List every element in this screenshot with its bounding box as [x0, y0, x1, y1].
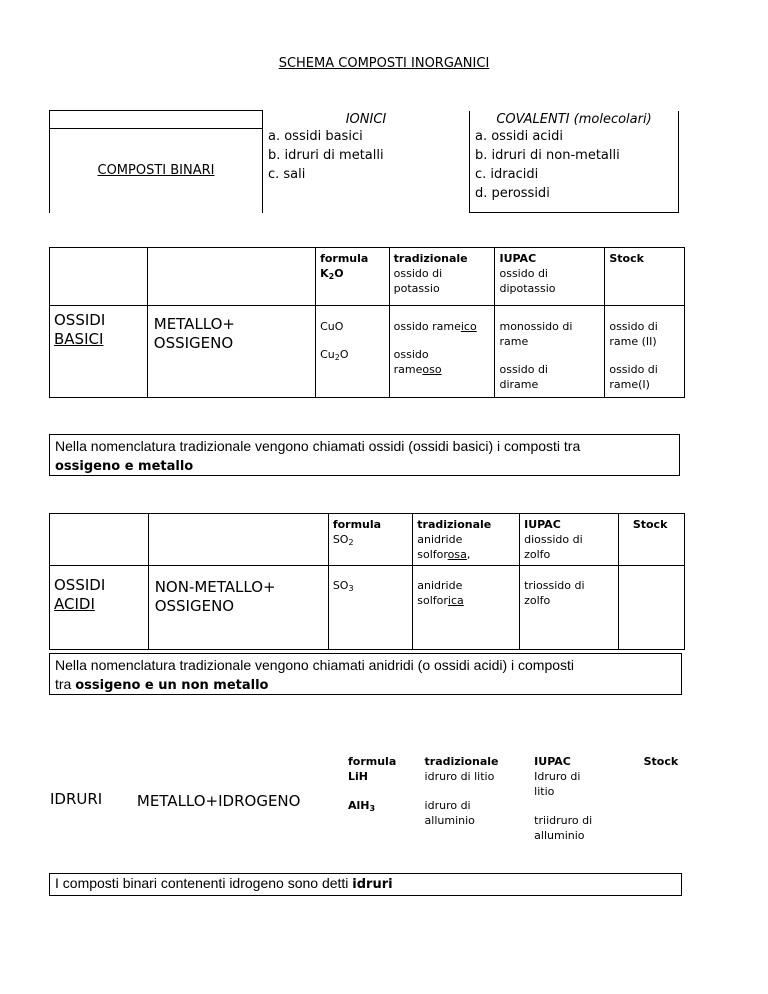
iupac-text: diossido di — [524, 533, 583, 546]
iupac-cell — [520, 566, 619, 650]
iupac-text: Idruro di — [534, 770, 581, 783]
composti-binari-table — [49, 110, 679, 213]
stock-text: rame (II) — [609, 335, 657, 348]
iupac-text: ossido di — [499, 363, 548, 376]
header-tradizionale: tradizionale — [393, 252, 468, 265]
desc-text: METALLO+IDROGENO — [136, 792, 301, 810]
iupac-text: alluminio — [534, 829, 585, 842]
ionici-item: a. ossidi basici — [268, 128, 363, 144]
stock-cell — [618, 514, 684, 566]
composti-binari-label-cell — [50, 129, 263, 213]
formula-sub: 2 — [328, 272, 335, 281]
formula-cell — [344, 751, 421, 859]
trad-suffix: ico — [460, 320, 477, 333]
stock-text: rame(I) — [609, 378, 650, 391]
ossidi-basici-desc-cell — [147, 306, 315, 398]
iupac-cell — [495, 248, 605, 306]
formula-sub: 2 — [348, 538, 354, 547]
ossidi-basici-label: BASICI — [54, 330, 104, 348]
ionici-item: b. idruri di metalli — [268, 147, 384, 163]
tradizionale-cell — [413, 566, 520, 650]
stock-text: ossido di — [609, 363, 658, 376]
trad-text: idruro di — [424, 799, 471, 812]
iupac-text: monossido di — [499, 320, 573, 333]
note-bold: ossigeno e un non metallo — [75, 678, 269, 693]
iupac-text: litio — [534, 785, 555, 798]
iupac-cell — [530, 751, 633, 859]
header-stock: Stock — [609, 252, 644, 265]
trad-text: potassio — [393, 282, 440, 295]
trad-text: ossido — [393, 348, 429, 361]
formula-text: K — [320, 267, 329, 280]
header-stock: Stock — [643, 755, 679, 768]
header-formula: formula — [320, 252, 369, 265]
trad-text: rame — [393, 363, 423, 376]
formula-cell — [328, 514, 412, 566]
desc-text: METALLO+ — [153, 315, 235, 333]
ossidi-basici-label-cell — [50, 306, 148, 398]
note-ossidi-basici — [49, 434, 680, 476]
ossidi-acidi-label-cell — [50, 566, 149, 650]
trad-text: ossido di — [393, 267, 443, 280]
idruri-label-cell — [44, 751, 131, 859]
note-text: I composti binari contenenti idrogeno sono detti — [55, 875, 349, 891]
header-iupac: IUPAC — [534, 755, 571, 768]
note-text: Nella nomenclatura tradizionale vengono chiamati anidridi (o ossidi acidi) i composti — [55, 657, 575, 673]
tradizionale-cell — [389, 306, 495, 398]
trad-text: solfor — [417, 548, 448, 561]
covalenti-header: COVALENTI (molecolari) — [496, 111, 652, 127]
formula-text: O — [334, 267, 344, 280]
trad-suffix: ica — [447, 594, 464, 607]
covalenti-item: d. perossidi — [475, 185, 550, 201]
header-formula: formula — [347, 755, 397, 768]
header-tradizionale: tradizionale — [417, 518, 492, 531]
trad-text: anidride — [417, 533, 463, 546]
note-ossidi-acidi — [49, 653, 682, 695]
trad-suffix: osa — [447, 548, 467, 561]
ionici-item: c. sali — [268, 166, 306, 182]
formula-text: SO — [332, 579, 349, 592]
header-iupac: IUPAC — [524, 518, 561, 531]
ionici-cell — [263, 111, 470, 213]
ossidi-acidi-desc-cell — [148, 566, 328, 650]
ossidi-acidi-table — [49, 513, 685, 650]
trad-text: anidride — [417, 579, 463, 592]
iupac-cell — [520, 514, 619, 566]
tradizionale-cell — [421, 751, 531, 859]
idruri-desc-cell — [131, 751, 344, 859]
trad-text: , — [466, 548, 471, 561]
formula-sub: 3 — [369, 804, 376, 813]
header-tradizionale: tradizionale — [424, 755, 499, 768]
stock-cell — [618, 566, 684, 650]
formula-sub: 3 — [348, 584, 354, 593]
iupac-text: zolfo — [524, 594, 551, 607]
iupac-text: triidruro di — [534, 814, 593, 827]
ossidi-basici-table — [49, 247, 685, 398]
trad-text: alluminio — [424, 814, 475, 827]
formula-text: SO — [332, 533, 349, 546]
stock-cell — [605, 248, 685, 306]
desc-text: NON-METALLO+ — [154, 578, 276, 596]
trad-text: ossido rame — [393, 320, 461, 333]
formula-cell — [328, 566, 412, 650]
formula-text: AlH — [347, 799, 370, 812]
note-text: tra — [55, 676, 72, 692]
tradizionale-cell — [413, 514, 520, 566]
formula-text: Cu — [320, 348, 335, 361]
desc-text: OSSIGENO — [154, 597, 235, 615]
page-title: SCHEMA COMPOSTI INORGANICI — [278, 56, 490, 71]
idruri-label: IDRURI — [50, 790, 103, 808]
composti-binari-label: COMPOSTI BINARI — [97, 163, 215, 179]
tradizionale-cell — [389, 248, 495, 306]
formula-text: LiH — [347, 770, 368, 783]
formula-text: CuO — [320, 320, 344, 333]
empty-header-cell — [50, 111, 263, 129]
iupac-text: rame — [499, 335, 529, 348]
header-stock: Stock — [632, 518, 668, 531]
desc-text: OSSIGENO — [153, 334, 234, 352]
idruri-table — [44, 751, 704, 859]
formula-sub: 2 — [334, 353, 340, 362]
trad-text: solfor — [417, 594, 448, 607]
stock-cell — [634, 751, 704, 859]
note-bold: ossigeno e metallo — [55, 459, 194, 474]
formula-text: O — [339, 348, 349, 361]
ionici-header: IONICI — [345, 111, 387, 127]
ossidi-basici-label: OSSIDI — [54, 311, 106, 329]
covalenti-item: a. ossidi acidi — [475, 128, 563, 144]
trad-suffix: oso — [422, 363, 442, 376]
header-formula: formula — [332, 518, 382, 531]
covalenti-item: c. idracidi — [475, 166, 539, 182]
iupac-text: triossido di — [524, 579, 585, 592]
iupac-text: ossido di — [499, 267, 548, 280]
iupac-text: dirame — [499, 378, 539, 391]
covalenti-item: b. idruri di non-metalli — [475, 147, 620, 163]
header-iupac: IUPAC — [499, 252, 537, 265]
iupac-text: zolfo — [524, 548, 551, 561]
covalenti-cell — [470, 111, 679, 213]
stock-text: ossido di — [609, 320, 658, 333]
trad-text: idruro di litio — [424, 770, 495, 783]
iupac-text: dipotassio — [499, 282, 556, 295]
note-text: Nella nomenclatura tradizionale vengono chiamati ossidi (ossidi basici) i composti tra — [55, 438, 581, 454]
formula-cell — [316, 248, 390, 306]
ossidi-acidi-label: OSSIDI — [54, 576, 106, 594]
note-idruri — [49, 873, 682, 896]
ossidi-acidi-label: ACIDI — [54, 595, 95, 613]
note-bold: idruri — [352, 877, 393, 892]
iupac-cell — [495, 306, 605, 398]
formula-cell — [316, 306, 390, 398]
stock-cell — [605, 306, 685, 398]
